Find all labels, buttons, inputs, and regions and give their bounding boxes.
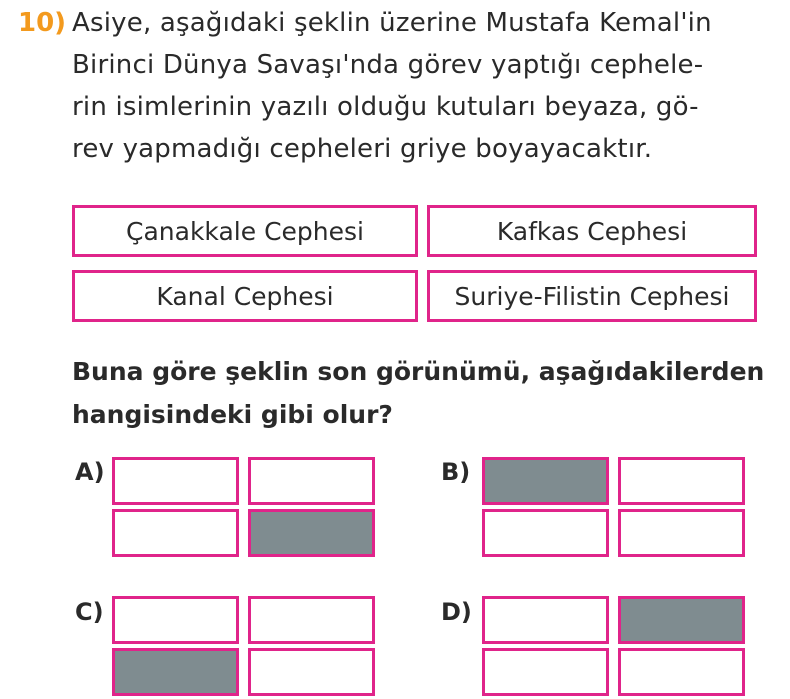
front-box-kanal: Kanal Cephesi: [72, 270, 418, 322]
option-c-cell: [248, 596, 375, 644]
option-b-cell: [618, 457, 745, 505]
question-line-2: Birinci Dünya Savaşı'nda görev yaptığı cephele-: [72, 50, 704, 80]
option-a-cell: [112, 457, 239, 505]
front-box-suriye-filistin: Suriye-Filistin Cephesi: [427, 270, 757, 322]
option-d-label: D): [441, 598, 472, 626]
option-d-cell: [482, 596, 609, 644]
option-b-cell-gray: [482, 457, 609, 505]
option-a-label: A): [75, 458, 105, 486]
option-c-cell-gray: [112, 648, 239, 696]
option-b-cell: [618, 509, 745, 557]
option-a-cell: [248, 457, 375, 505]
front-box-canakkale: Çanakkale Cephesi: [72, 205, 418, 257]
question-line-3: rin isimlerinin yazılı olduğu kutuları beyaza, gö-: [72, 92, 699, 122]
option-d-cell: [482, 648, 609, 696]
prompt-line-1: Buna göre şeklin son görünümü, aşağıdakilerden: [72, 357, 765, 386]
option-a-cell-gray: [248, 509, 375, 557]
option-d-cell-gray: [618, 596, 745, 644]
option-c-cell: [248, 648, 375, 696]
front-box-kafkas: Kafkas Cephesi: [427, 205, 757, 257]
option-c-label: C): [75, 598, 104, 626]
question-number: 10): [18, 8, 67, 38]
option-a-cell: [112, 509, 239, 557]
option-b-cell: [482, 509, 609, 557]
question-line-4: rev yapmadığı cepheleri griye boyayacaktır.: [72, 134, 653, 164]
question-line-1: Asiye, aşağıdaki şeklin üzerine Mustafa Kemal'in: [72, 8, 712, 38]
option-b-label: B): [441, 458, 471, 486]
prompt-line-2: hangisindeki gibi olur?: [72, 400, 393, 429]
option-d-cell: [618, 648, 745, 696]
option-c-cell: [112, 596, 239, 644]
